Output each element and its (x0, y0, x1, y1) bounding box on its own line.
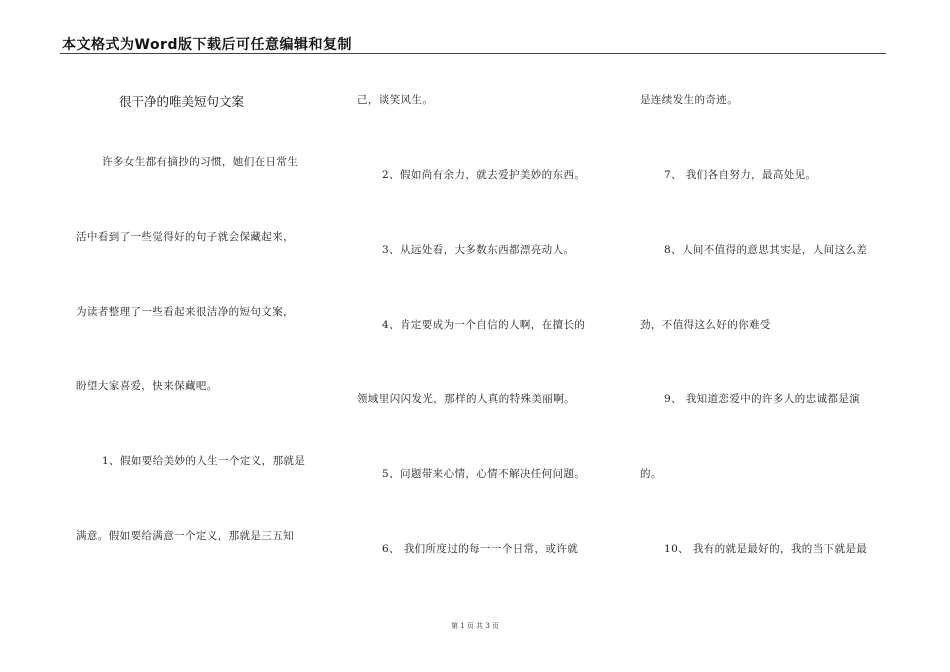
header-divider (60, 53, 886, 54)
col2-line-7: 6、 我们所度过的每一一个日常，或许就 (382, 543, 579, 555)
page-number: 第 1 页 共 3 页 (450, 622, 500, 630)
col3-line-7: 10、 我有的就是最好的，我的当下就是最 (664, 543, 868, 555)
col1-line-4: 盼望大家喜爱，快来保藏吧。 (76, 380, 218, 392)
col1-line-5: 1、假如要给美妙的人生一个定义，那就是 (102, 455, 306, 467)
col2-line-4: 4、肯定要成为一个自信的人啊，在擅长的 (382, 319, 586, 331)
article-title: 很干净的唯美短句文案 (119, 94, 245, 109)
col3-line-5: 9、 我知道恋爱中的许多人的忠诚都是演 (664, 393, 861, 405)
col3-line-6: 的。 (640, 468, 662, 480)
col1-line-6: 满意。假如要给满意一个定义，那就是三五知 (76, 530, 294, 542)
col1-line-1: 许多女生都有摘抄的习惯，她们在日常生 (102, 156, 299, 168)
col3-line-1: 是连续发生的奇迹。 (640, 94, 739, 106)
document-header: 本文格式为Word版下载后可任意编辑和复制 (62, 37, 352, 53)
col2-line-5: 领域里闪闪发光，那样的人真的特殊美丽啊。 (357, 393, 575, 405)
col3-line-4: 劲，不值得这么好的你难受 (640, 319, 771, 331)
col1-line-3: 为读者整理了一些看起来很洁净的短句文案， (76, 306, 294, 318)
col2-line-3: 3、从远处看，大多数东西都漂亮动人。 (382, 244, 575, 256)
col3-line-3: 8、人间不值得的意思其实是，人间这么差 (664, 244, 868, 256)
col2-line-2: 2、假如尚有余力，就去爱护美妙的东西。 (382, 169, 586, 181)
col1-line-2: 活中看到了一些觉得好的句子就会保藏起来， (76, 231, 294, 243)
col3-line-2: 7、 我们各自努力，最高处见。 (664, 169, 817, 181)
col2-line-6: 5、问题带来心情，心情不解决任何问题。 (382, 468, 586, 480)
col2-line-1: 己，谈笑风生。 (357, 94, 434, 106)
